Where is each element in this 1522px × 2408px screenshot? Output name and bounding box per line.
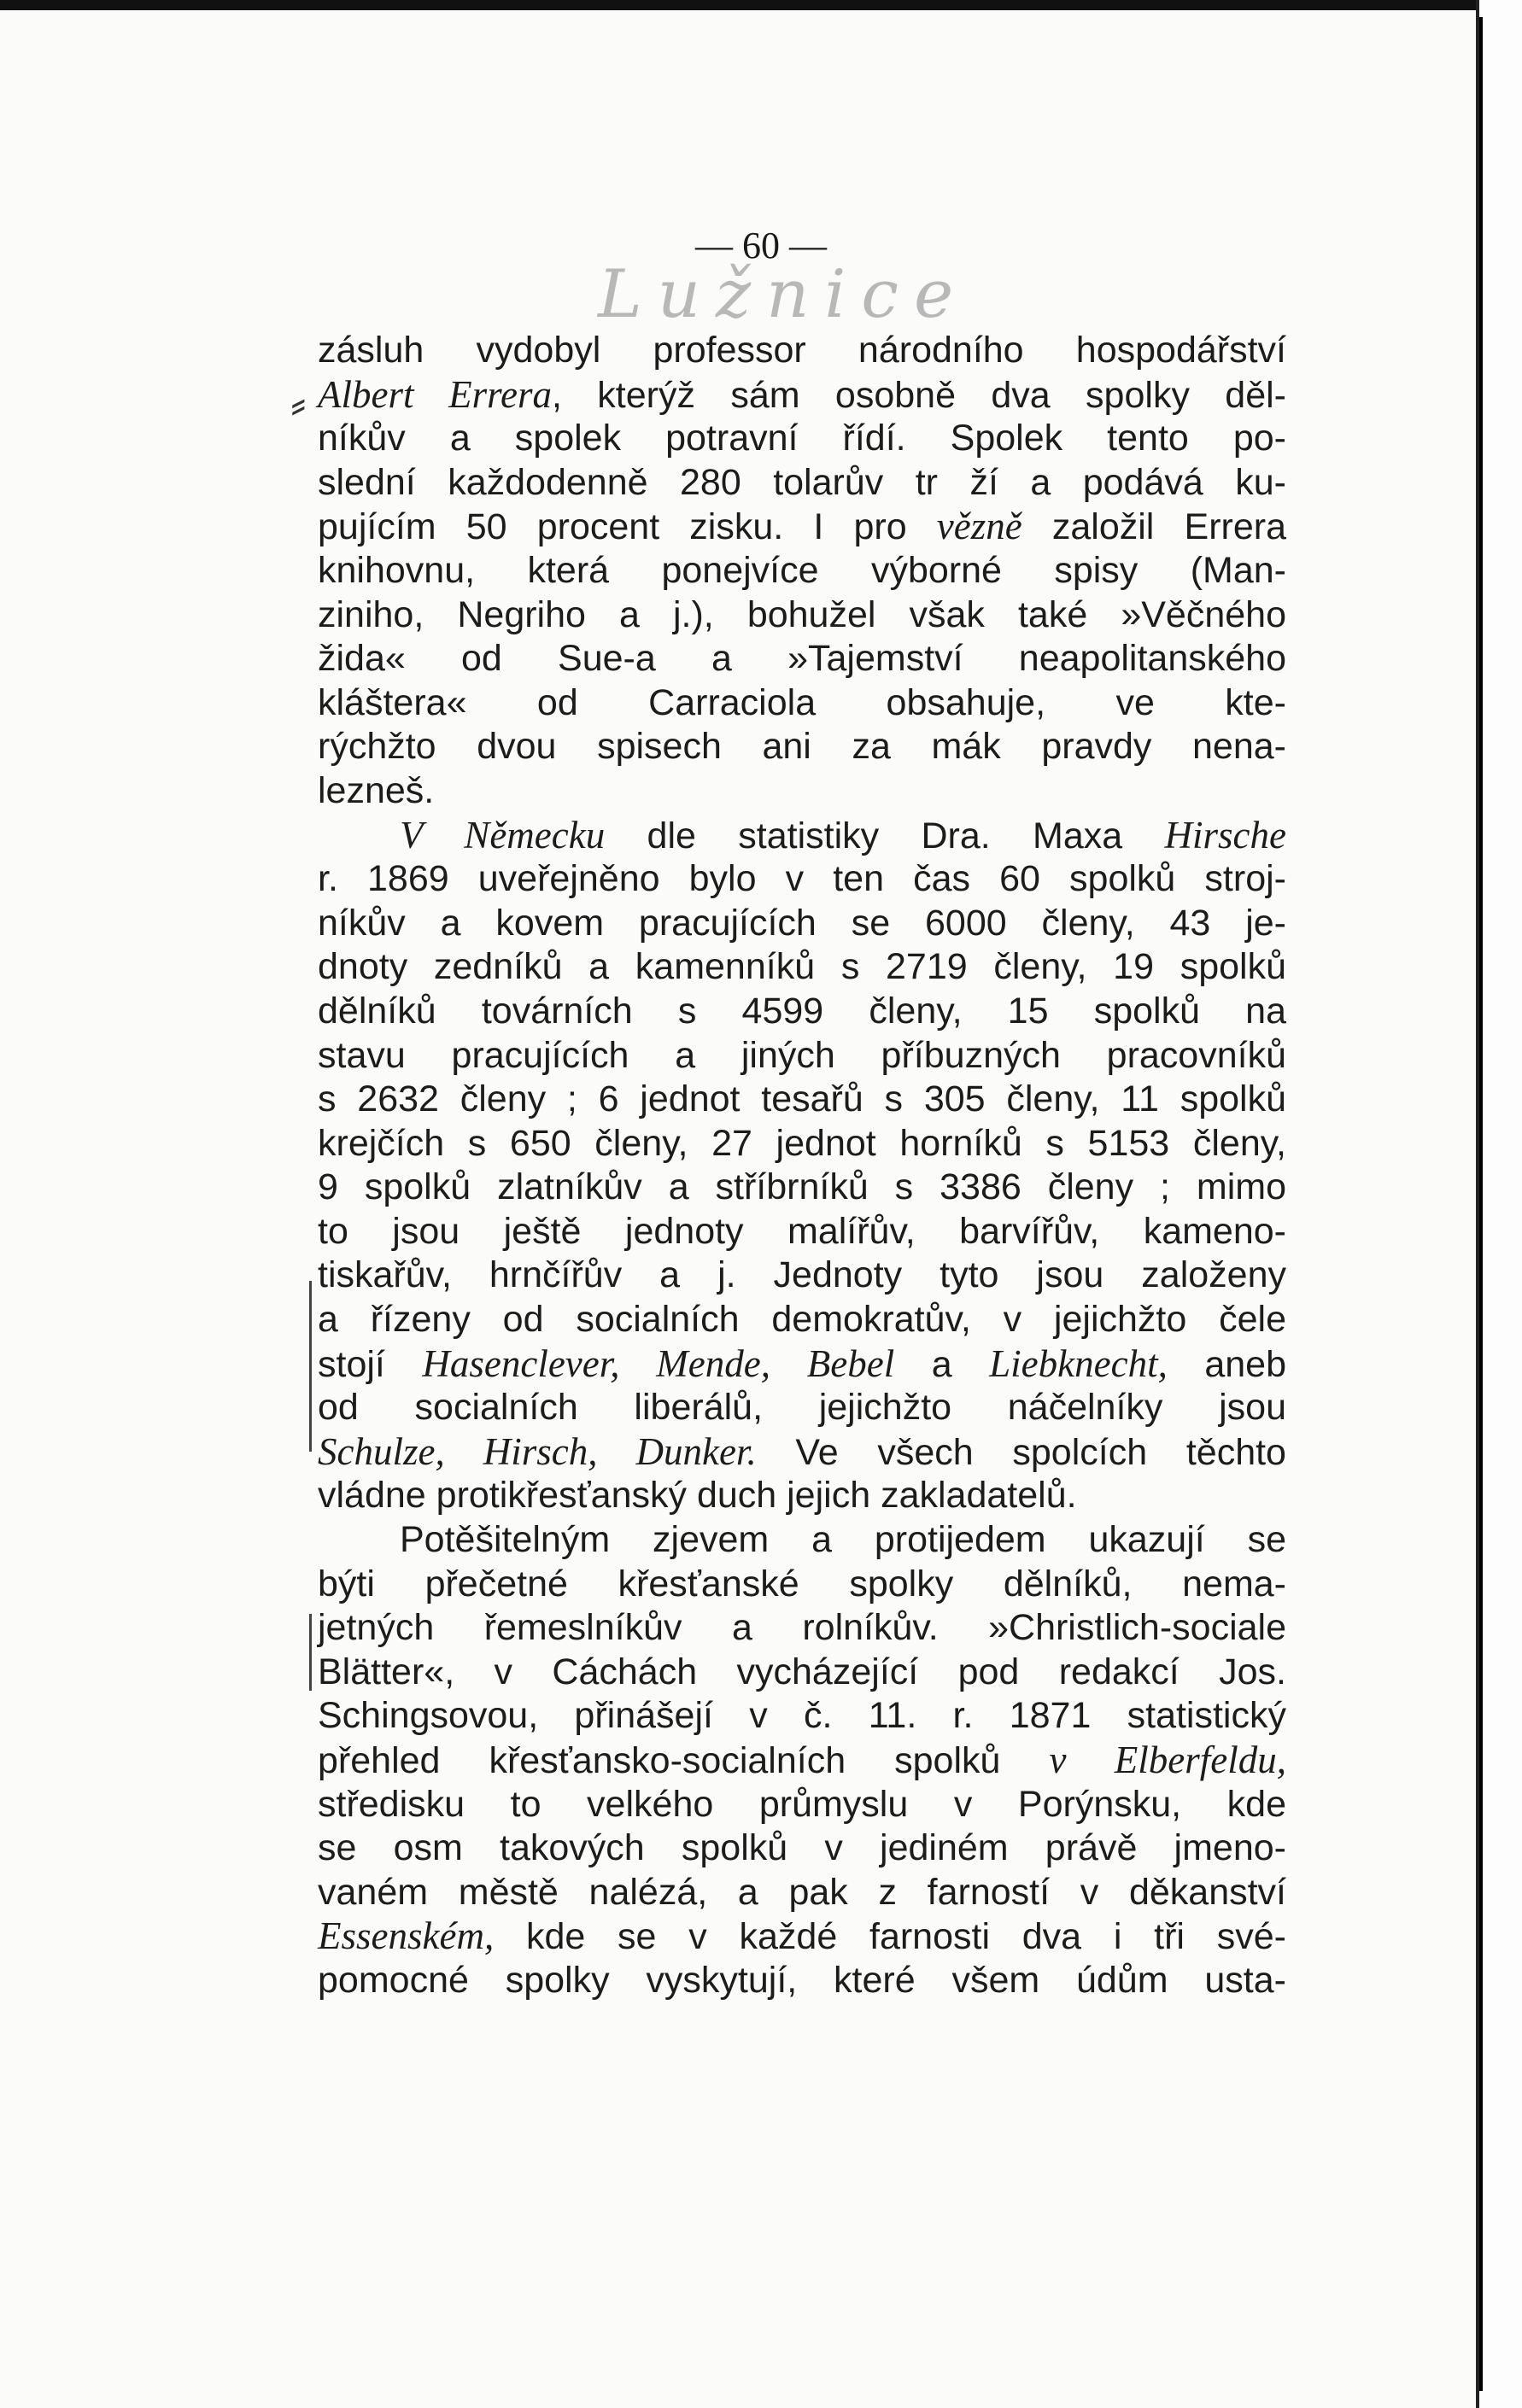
text-line [318,1563,1286,1607]
text-line [318,1914,1286,1959]
text-span: vaném městě nalézá, a pak z farností v děkanství [318,1871,1286,1913]
text-span: býti přečetné křesťanské spolky dělníků, nema- [318,1563,1286,1604]
text-span: s 2632 členy ; 6 jednot tesařů s 305 členy, 11 spolků [318,1078,1286,1120]
text-span: žida« od Sue-a a »Tajemství neapolitanského [318,638,1286,680]
text-span: pujícím 50 procent zisku. I pro [318,506,937,548]
text-line [318,945,1286,990]
italic-span: vězně [936,505,1022,548]
text-span: , kterýž sám osobně dva spolky děl- [551,374,1287,416]
text-span: to jsou ještě jednoty malířův, barvířův, kameno- [318,1210,1286,1252]
text-span: zásluh vydobyl professor národního hospodářství [318,330,1286,371]
pencil-annotation: Lužnice [598,256,969,333]
text-line [318,1739,1286,1783]
body-text [318,329,1286,2003]
text-line [318,1342,1286,1387]
text-line [318,1474,1286,1518]
text-line [318,1871,1286,1915]
text-span: knihovnu, která ponejvíce výborné spisy (Man- [318,549,1286,591]
italic-span: Liebknecht, [989,1341,1168,1385]
text-span: stavu pracujících a jiných příbuzných pracovníků [318,1034,1286,1076]
text-span: stojí [318,1343,423,1385]
text-span: přehled křesťansko-socialních spolků [318,1740,1050,1781]
text-line [318,417,1286,461]
text-span: kde se v každé farnosti dva i tři své- [494,1916,1286,1958]
text-line [318,1254,1286,1298]
text-span: a řízeny od socialních demokratův, v jejichžto čele [318,1299,1286,1341]
text-line [318,549,1286,593]
text-line [318,1694,1286,1739]
margin-mark-top: ⸗ [290,376,307,431]
margin-line-2 [309,1614,312,1691]
text-span: od socialních liberálů, jejichžto náčelníky jsou [318,1387,1286,1429]
text-span: založil Errera [1021,506,1286,548]
text-span: níkův a spolek potravní řídí. Spolek tento po- [318,418,1286,459]
text-line [318,1166,1286,1210]
text-line [318,814,1286,858]
text-span: lezneš. [318,769,435,811]
text-span: ziniho, Negriho a j.), bohužel však také »Věčného [318,593,1286,635]
text-span: pomocné spolky vyskytují, které všem údům usta- [318,1959,1286,2001]
text-line [318,1783,1286,1827]
text-span: kláštera« od Carraciola obsahuje, ve kte- [318,681,1286,723]
italic-span: Albert Errera [318,372,552,416]
text-span: rýchžto dvou spisech ani za mák pravdy nena- [318,726,1286,768]
italic-span: Schulze, Hirsch, Dunker. [318,1429,757,1473]
text-span: středisku to velkého průmyslu v Porýnsku, kde [318,1783,1286,1825]
text-line [318,902,1286,946]
text-span: Ve všech spolcích těchto [756,1431,1286,1473]
text-line [318,1078,1286,1122]
text-span: se osm takových spolků v jediném právě jmeno- [318,1827,1286,1869]
text-line [318,373,1286,418]
page-number: — 60 — [695,225,827,266]
text-line [318,1826,1286,1871]
text-span: dle statistiky Dra. Maxa [605,815,1165,856]
text-span: krejčích s 650 členy, 27 jednot horníků s 5153 členy, [318,1122,1286,1164]
text-span: dělníků továrních s 4599 členy, 15 spolků na [318,990,1286,1032]
text-span: r. 1869 uveřejněno bylo v ten čas 60 spolků stroj- [318,858,1286,900]
text-line [318,593,1286,638]
text-line [318,637,1286,681]
text-line [318,1386,1286,1430]
margin-line-1 [309,1281,312,1452]
text-line [318,329,1286,373]
text-line [318,1034,1286,1078]
italic-span: Hasenclever, Mende, Bebel [422,1341,895,1385]
text-line [318,990,1286,1034]
text-line [318,1298,1286,1342]
text-span: Schingsovou, přinášejí v č. 11. r. 1871 statistický [318,1695,1286,1737]
text-span: 9 spolků zlatníkův a stříbrníků s 3386 členy ; mimo [318,1166,1286,1208]
text-span: Potěšitelným zjevem a protijedem ukazují se [400,1519,1286,1561]
text-line [318,1430,1286,1475]
scan-border-top [0,0,1522,10]
italic-span: v Elberfeldu, [1049,1739,1286,1781]
text-span: dnoty zedníků a kamenníků s 2719 členy, 19 spolků [318,946,1286,988]
text-line [318,1210,1286,1254]
text-line [318,725,1286,769]
text-line [318,857,1286,902]
text-span: tiskařův, hrnčířův a j. Jednoty tyto jsou založeny [318,1254,1286,1296]
text-span: níkův a kovem pracujících se 6000 členy, 43 je- [318,902,1286,944]
scan-border-right [1476,0,1522,2408]
text-line [318,1606,1286,1651]
italic-span: Essenském, [318,1914,495,1958]
text-span: jetných řemeslníkův a rolníkův. »Christlich-sociale [318,1607,1286,1649]
text-line [318,1122,1286,1166]
text-line [318,1959,1286,2003]
italic-span: V Německu [400,813,606,856]
text-span: vládne protikřesťanský duch jejich zakladatelů. [318,1475,1077,1517]
text-span: Blätter«, v Cáchách vycházející pod redakcí Jos. [318,1651,1286,1692]
italic-span: Hirsche [1164,813,1286,856]
text-span: aneb [1167,1343,1286,1385]
text-line [318,1518,1286,1563]
text-line [318,461,1286,506]
text-line [318,505,1286,549]
text-span: a [894,1343,990,1385]
text-line [318,769,1286,814]
text-line [318,681,1286,726]
text-span: slední každodenně 280 tolarův tr ží a podává ku- [318,461,1286,503]
text-line [318,1651,1286,1695]
